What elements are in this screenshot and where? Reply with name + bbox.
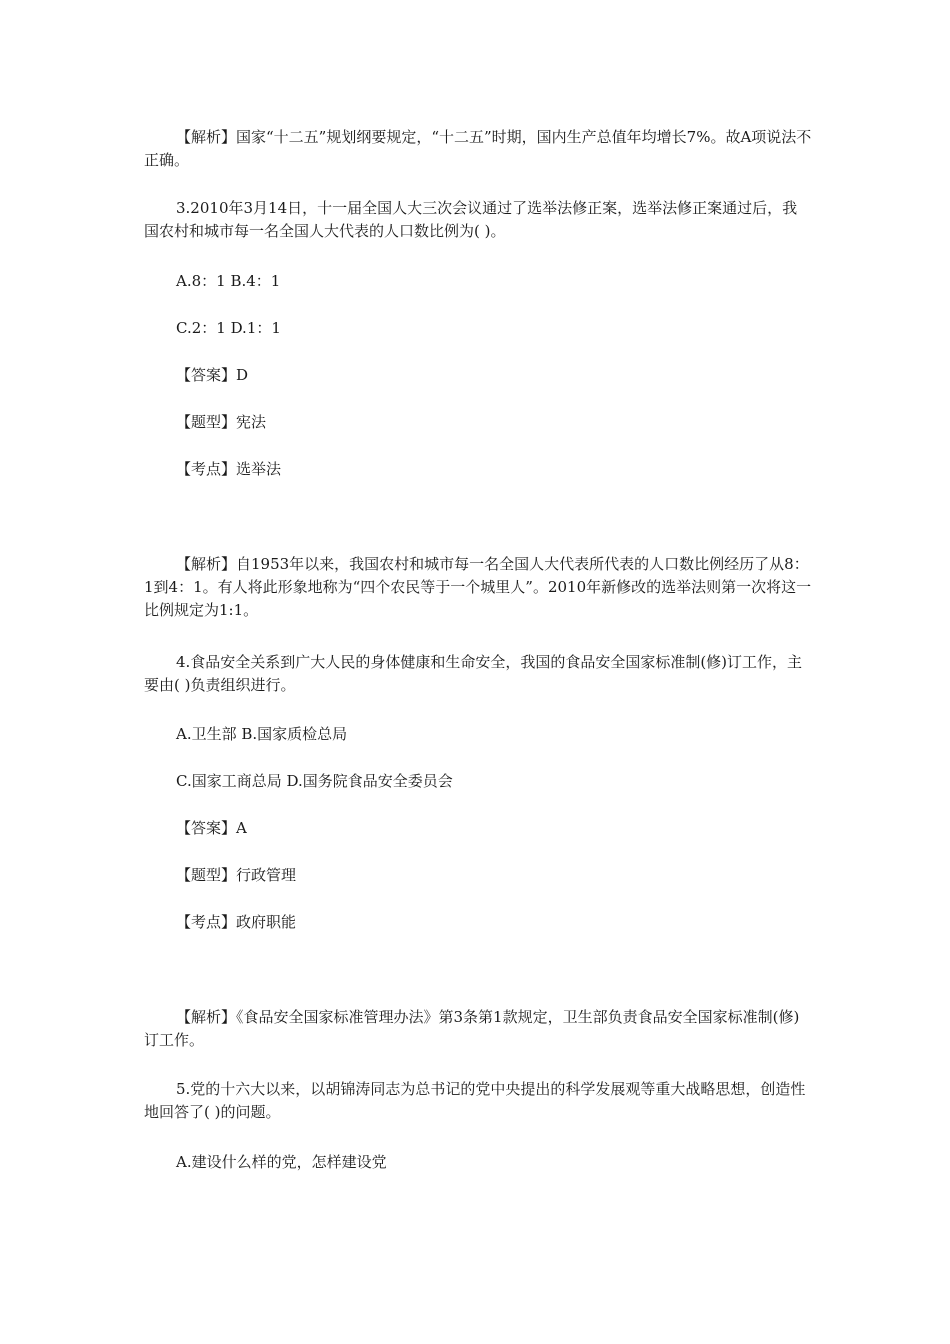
question-3: 3.2010年3月14日，十一届全国人大三次会议通过了选举法修正案，选举法修正案通过后，我国农村和城市每一名全国人大代表的人口数比例为( )。 [144, 199, 798, 240]
analysis-paragraph-q2: 【解析】国家“十二五”规划纲要规定，“十二五”时期，国内生产总值年均增长7%。故A项说法不正确。 [144, 128, 812, 169]
question-4: 4.食品安全关系到广大人民的身体健康和生命安全，我国的食品安全国家标准制(修)订工作，主要由( )负责组织进行。 [144, 653, 803, 694]
q4-options-cd: C.国家工商总局 D.国务院食品安全委员会 [176, 772, 453, 790]
q3-options-ab: A.8：1 B.4：1 [176, 272, 281, 290]
q3-point: 【考点】选举法 [176, 460, 282, 478]
q3-analysis: 【解析】自1953年以来，我国农村和城市每一名全国人大代表所代表的人口数比例经历了从8：1到4：1。有人将此形象地称为“四个农民等于一个城里人”。2010年新修改的选举法则第一次将这一比例规定为1:1。 [144, 555, 812, 619]
q3-answer: 【答案】D [176, 366, 249, 384]
q4-options-ab: A.卫生部 B.国家质检总局 [176, 725, 348, 743]
question-5: 5.党的十六大以来，以胡锦涛同志为总书记的党中央提出的科学发展观等重大战略思想，创造性地回答了( )的问题。 [144, 1080, 806, 1121]
q3-type: 【题型】宪法 [176, 413, 267, 431]
q4-analysis: 【解析】《食品安全国家标准管理办法》第3条第1款规定，卫生部负责食品安全国家标准制(修)订工作。 [144, 1008, 800, 1049]
q4-point: 【考点】政府职能 [176, 913, 297, 931]
q4-answer: 【答案】A [176, 819, 247, 837]
q5-option-a: A.建设什么样的党，怎样建设党 [176, 1153, 387, 1171]
q3-options-cd: C.2：1 D.1：1 [176, 319, 281, 337]
q4-type: 【题型】行政管理 [176, 866, 297, 884]
